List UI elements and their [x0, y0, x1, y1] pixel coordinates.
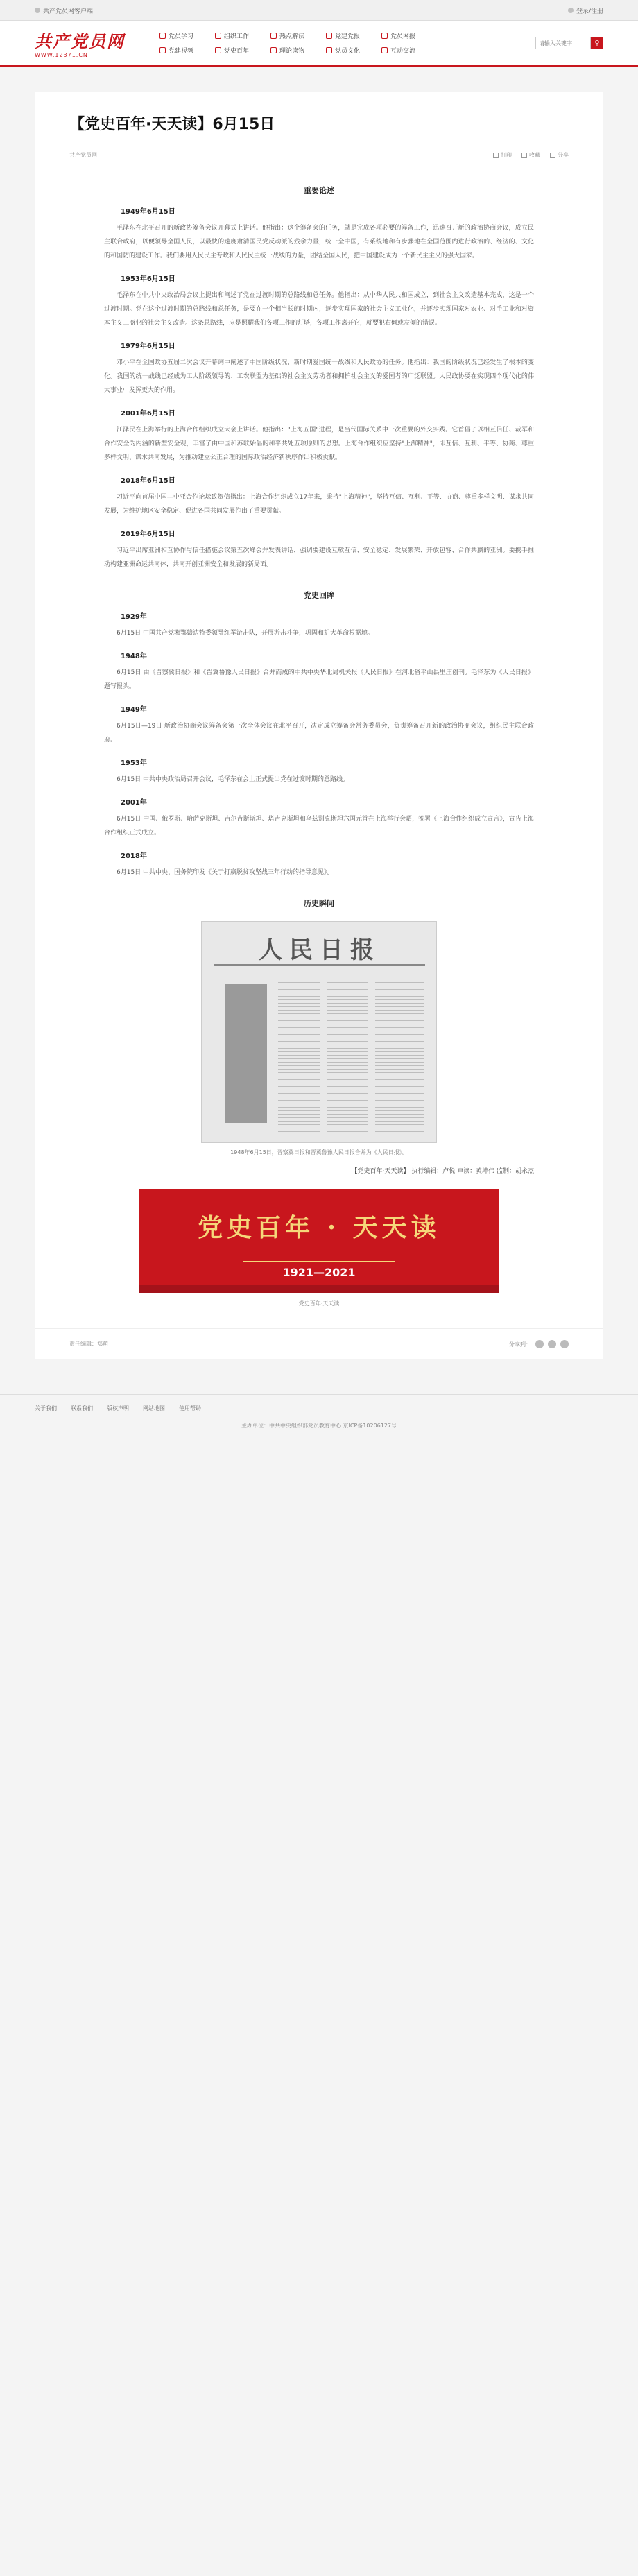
- favorite-icon: [521, 153, 527, 158]
- discourse-paragraph: 毛泽东在中共中央政治局会议上提出和阐述了党在过渡时期的总路线和总任务。他指出：从中华人民共和国成立，到社会主义改造基本完成，这是一个过渡时期。党在这个过渡时期的总路线和总任务，是要在一个相当长的时期内，逐步实现国家的社会主义工业化，并逐步实现国家对农业、对手工业和对资本主义工商业的社会主义改造。这条总路线，应是照耀我们各项工作的灯塔，各项工作离开它，就要犯右倾或左倾的错误。: [104, 292, 534, 327]
- history-paragraph: 6月15日 中共中央政治局召开会议，毛泽东在会上正式提出党在过渡时期的总路线。: [117, 776, 350, 783]
- nav-item[interactable]: [160, 31, 215, 40]
- weibo-icon[interactable]: [548, 1340, 556, 1348]
- editor-line: 【党史百年·天天读】 执行编辑：卢悦 审读：黄坤伟 监制：胡永杰: [351, 1168, 534, 1175]
- nav-item-label: 热点解读: [279, 33, 305, 40]
- qq-icon[interactable]: [560, 1340, 569, 1348]
- share-label: 分享到：: [509, 1341, 531, 1348]
- nav-item[interactable]: [215, 31, 270, 40]
- footer-link[interactable]: 使用帮助: [179, 1405, 201, 1411]
- share-icon: [550, 153, 555, 158]
- banner-title: 党史百年 · 天天读: [198, 1213, 440, 1242]
- banner-caption: 党史百年·天天读: [298, 1300, 340, 1307]
- nav-bullet-icon: [270, 47, 277, 53]
- login-link[interactable]: [568, 6, 603, 15]
- print-icon: [493, 153, 499, 158]
- wechat-icon[interactable]: [535, 1340, 544, 1348]
- footer-link[interactable]: 版权声明: [107, 1405, 129, 1411]
- newspaper-masthead: [214, 931, 425, 966]
- nav-item[interactable]: [381, 31, 437, 40]
- history-date: 1949年: [121, 706, 147, 714]
- history-date: 2018年: [121, 852, 147, 860]
- nav-item[interactable]: [160, 46, 215, 55]
- nav-item-label: 党员学习: [169, 33, 194, 40]
- logo-name: 共产党员网: [35, 31, 125, 51]
- nav-item-label: 党员文化: [335, 48, 361, 55]
- topbar: [0, 0, 638, 21]
- search-input[interactable]: [535, 37, 591, 49]
- history-review: [104, 610, 534, 879]
- nav-item[interactable]: [381, 46, 437, 55]
- nav-bullet-icon: [215, 47, 221, 53]
- login-label: 登录/注册: [576, 8, 603, 15]
- logo-url: WWW.12371.CN: [35, 52, 88, 58]
- app-download-label: 共产党员网客户端: [43, 8, 94, 15]
- history-paragraph: 6月15日—19日 新政治协商会议筹备会第一次全体会议在北平召开，决定成立筹备会常务委员会，负责筹备召开新的政治协商会议，组织民主联合政府。: [104, 723, 534, 744]
- footer-link[interactable]: 网站地图: [143, 1405, 165, 1411]
- history-paragraph: 6月15日 中国、俄罗斯、哈萨克斯坦、吉尔吉斯斯坦、塔吉克斯坦和乌兹别克斯坦六国元首在上海举行会晤，签署《上海合作组织成立宣言》，宣告上海合作组织正式成立。: [104, 816, 534, 836]
- nav-bullet-icon: [381, 47, 388, 53]
- discourse-date: 1953年6月15日: [121, 275, 175, 283]
- nav-bullet-icon: [215, 33, 221, 39]
- share-area: [509, 1340, 569, 1348]
- tool-print[interactable]: [493, 151, 512, 159]
- nav-item[interactable]: [270, 31, 326, 40]
- article-title: 【党史百年·天天读】6月15日: [69, 112, 569, 144]
- history-paragraph: 6月15日 中共中央、国务院印发《关于打赢脱贫攻坚战三年行动的指导意见》。: [117, 869, 334, 876]
- newspaper-column: [327, 976, 368, 1135]
- discourse-date: 2019年6月15日: [121, 531, 175, 538]
- tool-label: 分享: [558, 152, 569, 158]
- site-logo[interactable]: [35, 28, 139, 58]
- newspaper-headline-block: [225, 984, 267, 1123]
- discourse-date: 2001年6月15日: [121, 410, 175, 418]
- nav-item-label: 理论读物: [279, 48, 305, 55]
- site-header: [0, 21, 638, 67]
- discourse-date: 1979年6月15日: [121, 343, 175, 350]
- discourse-paragraph: 江泽民在上海举行的上海合作组织成立大会上讲话。他指出："上海五国"进程，是当代国际关系中一次重要的外交实践。它首倡了以相互信任、裁军和合作安全为内涵的新型安全观，丰富了由中国和苏联始倡的和平共处五项原则的思想。上海合作组织应坚持"上海精神"，即互信、互利、平等、协商、尊重多样文明、谋求共同发展，为推动建立公正合理的国际政治经济新秩序作出积极贡献。: [104, 427, 534, 461]
- banner-wave-decoration: [139, 1285, 499, 1293]
- nav-bullet-icon: [160, 33, 166, 39]
- site-footer: [0, 1394, 638, 1450]
- article-meta: [69, 144, 569, 166]
- nav-item-label: 党员网报: [390, 33, 416, 40]
- nav-item[interactable]: [270, 46, 326, 55]
- history-date: 2001年: [121, 799, 147, 807]
- tool-label: 收藏: [529, 152, 540, 158]
- search-box: [535, 37, 603, 49]
- tool-share[interactable]: [550, 151, 569, 159]
- footer-link[interactable]: 联系我们: [71, 1405, 93, 1411]
- newspaper-masthead-text: 人民日报: [259, 936, 381, 964]
- footer-links: [35, 1395, 603, 1422]
- article-card: [35, 92, 603, 1328]
- newspaper-column: [375, 976, 424, 1135]
- phone-icon: [35, 8, 40, 13]
- nav-item-label: 党建党报: [335, 33, 361, 40]
- important-discourses: [104, 205, 534, 572]
- article-info-bar: [35, 1328, 603, 1359]
- app-download-link[interactable]: [35, 6, 93, 15]
- history-date: 1929年: [121, 613, 147, 621]
- photo-caption: 1948年6月15日，晋察冀日报和晋冀鲁豫人民日报合并为《人民日报》。: [230, 1149, 408, 1156]
- history-date: 1953年: [121, 759, 147, 767]
- nav-item-label: 党建视频: [169, 48, 194, 55]
- search-icon: ⚲: [594, 39, 600, 47]
- article-source: 共产党员网: [69, 152, 97, 158]
- nav-item-label: 组织工作: [224, 33, 250, 40]
- history-date: 1948年: [121, 653, 147, 660]
- nav-bullet-icon: [326, 47, 332, 53]
- series-banner: [139, 1189, 499, 1293]
- footer-link[interactable]: 关于我们: [35, 1405, 57, 1411]
- discourse-date: 2018年6月15日: [121, 477, 175, 485]
- footer-copyright: 主办单位：中共中央组织部党员教育中心 京ICP备10206127号: [241, 1423, 397, 1429]
- banner-years: 1921—2021: [243, 1261, 395, 1279]
- tool-label: 打印: [501, 152, 512, 158]
- newspaper-photo: [201, 921, 437, 1143]
- discourse-paragraph: 习近平出席亚洲相互协作与信任措施会议第五次峰会并发表讲话，强调要建设互敬互信、安全稳定、发展繁荣、开放包容、合作共赢的亚洲。要携手推动构建亚洲命运共同体，共同开创亚洲安全和发展的新局面。: [104, 547, 534, 568]
- nav-item[interactable]: [326, 31, 381, 40]
- section-title-moment: 历史瞬间: [304, 899, 334, 908]
- newspaper-column: [278, 976, 320, 1135]
- historic-photo-block: [104, 921, 534, 1156]
- history-paragraph: 6月15日 中国共产党湘鄂赣边特委领导红军游击队，开展游击斗争，巩固和扩大革命根据地。: [117, 630, 374, 637]
- tool-favorite[interactable]: [521, 151, 540, 159]
- article-body: [69, 184, 569, 1307]
- nav-item-label: 党史百年: [224, 48, 250, 55]
- main-nav: [160, 31, 437, 55]
- section-title-history: 党史回眸: [304, 591, 334, 600]
- nav-bullet-icon: [270, 33, 277, 39]
- user-icon: [568, 8, 574, 13]
- nav-item[interactable]: [326, 46, 381, 55]
- discourse-paragraph: 习近平向首届中国—中亚合作论坛致贺信指出：上海合作组织成立17年来，秉持"上海精神"，坚持互信、互利、平等、协商、尊重多样文明、谋求共同发展，为维护地区安全稳定、促进各国共同发展作出了重要贡献。: [104, 494, 534, 515]
- responsible-editor: 责任编辑：郑萌: [69, 1341, 108, 1347]
- discourse-date: 1949年6月15日: [121, 208, 175, 216]
- nav-item[interactable]: [215, 46, 270, 55]
- discourse-paragraph: 邓小平在全国政协五届二次会议开幕词中阐述了中国阶级状况、新时期爱国统一战线和人民政协的任务。他指出：我国的阶级状况已经发生了根本的变化。我国的统一战线已经成为工人阶级领导的、工农联盟为基础的社会主义劳动者和拥护社会主义的爱国者的广泛联盟。人民政协要在实现四个现代化的伟大事业中发挥更大的作用。: [104, 359, 534, 394]
- article-tools: [493, 151, 569, 159]
- nav-item-label: 互动交流: [390, 48, 416, 55]
- nav-bullet-icon: [326, 33, 332, 39]
- search-button[interactable]: [591, 37, 603, 49]
- history-paragraph: 6月15日 由《晋察冀日报》和《晋冀鲁豫人民日报》合并而成的中共中央华北局机关报《人民日报》在河北省平山县里庄创刊。毛泽东为《人民日报》题写报头。: [104, 669, 534, 690]
- section-title-important: 重要论述: [304, 186, 334, 195]
- nav-bullet-icon: [160, 47, 166, 53]
- nav-bullet-icon: [381, 33, 388, 39]
- discourse-paragraph: 毛泽东在北平召开的新政协筹备会议开幕式上讲话。他指出：这个筹备会的任务，就是完成各项必要的筹备工作，迅速召开新的政治协商会议，成立民主联合政府，以便领导全国人民，以最快的速度肃清国民党反动派的残余力量，统一全中国，有系统地和有步骤地在全国范围内进行政治的、经济的、文化的和国防的建设工作。我们要用人民民主专政和人民民主统一战线的力量，团结全国人民，把中国建设成为一个新民主主义的强大国家。: [104, 225, 534, 259]
